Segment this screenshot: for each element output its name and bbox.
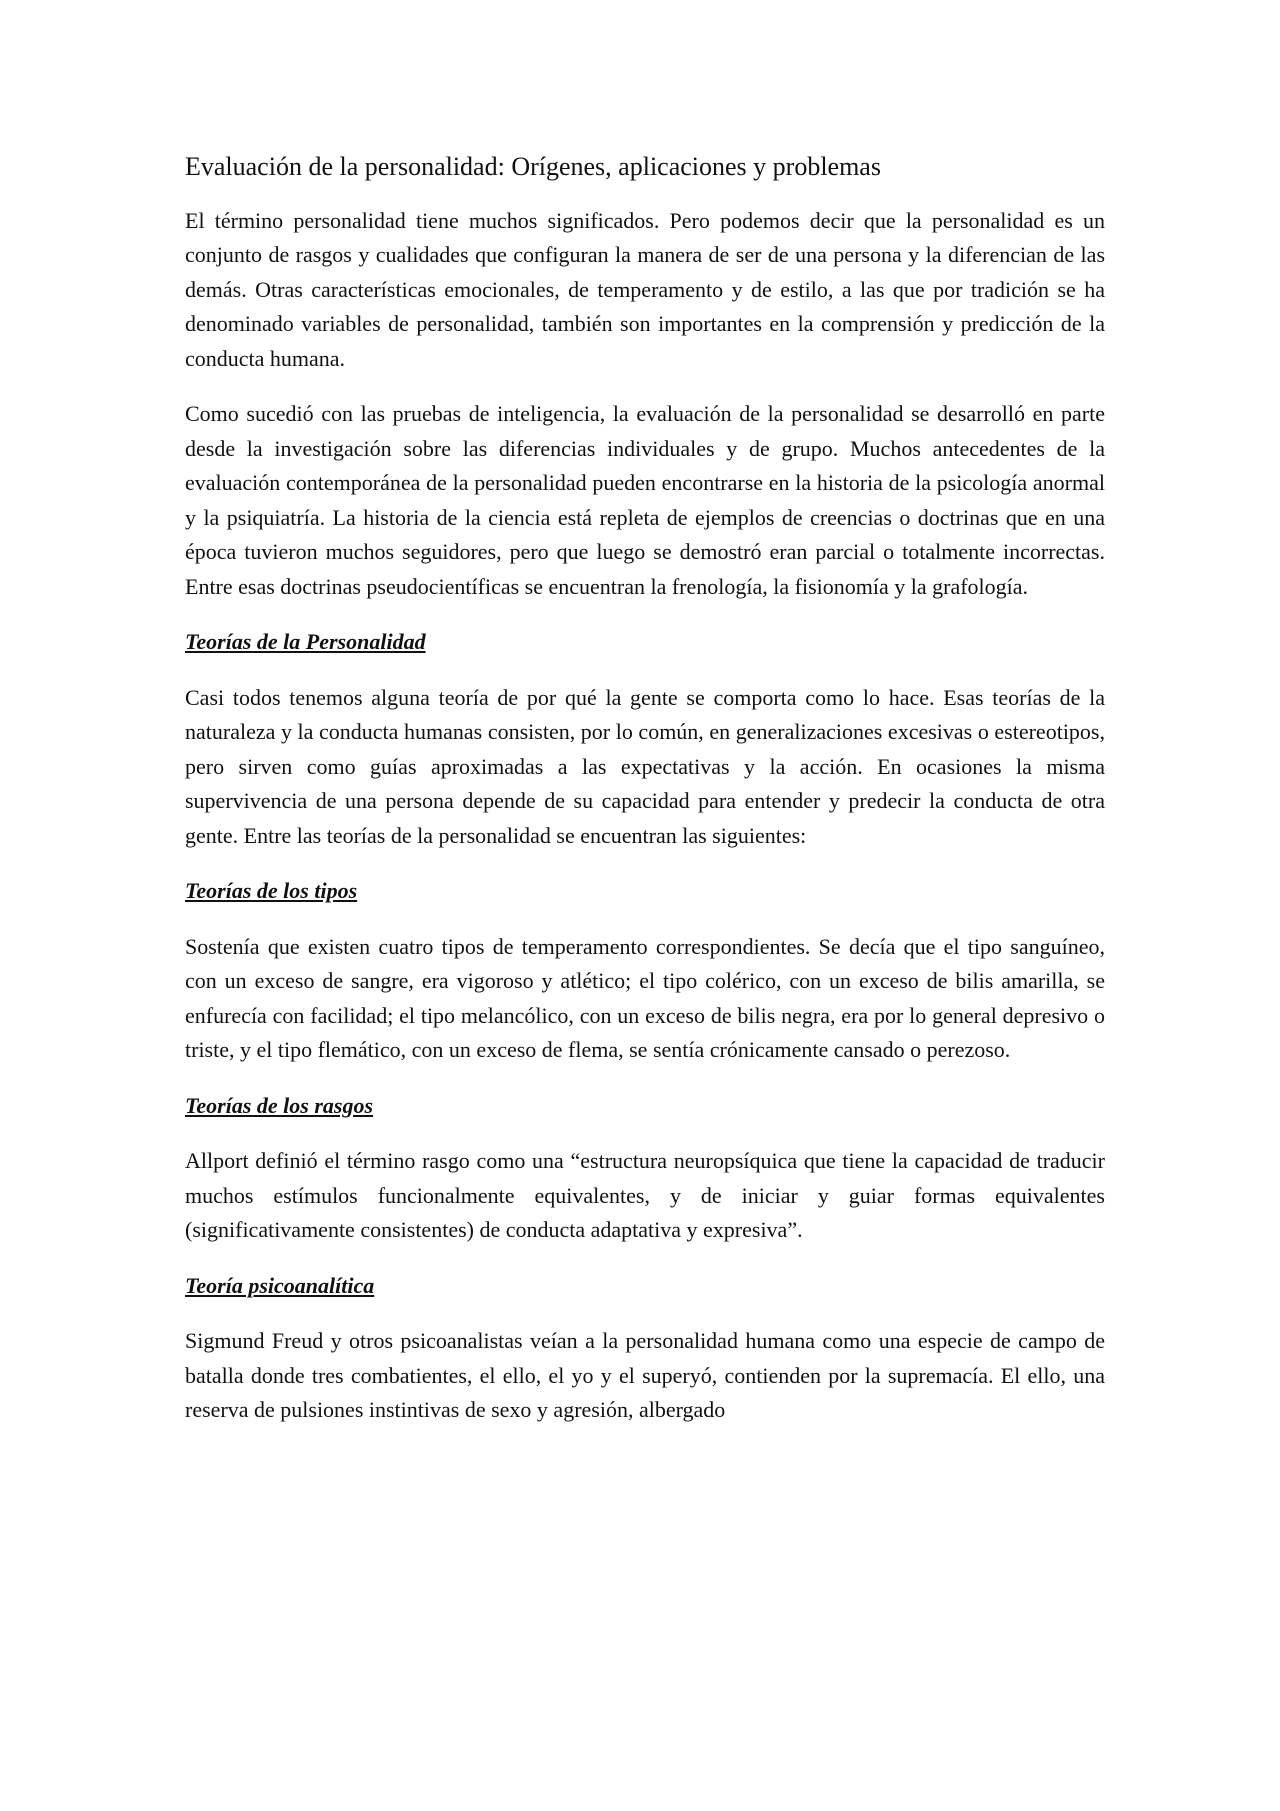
document-body (185, 150, 1105, 1449)
section-heading-teorias-tipos: Teorías de los tipos (185, 878, 358, 904)
section-body-teoria-psicoanalitica: Sigmund Freud y otros psicoanalistas veían a la personalidad humana como una especie de campo de batalla donde tres combatientes, el ello, el yo y el superyó, contienden por la supremacía. El ello, una reserva de pulsiones instintivas de sexo y agresión, albergado (185, 1328, 1105, 1423)
section-body-teorias-tipos: Sostenía que existen cuatro tipos de temperamento correspondientes. Se decía que el tipo sanguíneo, con un exceso de sangre, era vigoroso y atlético; el tipo colérico, con un exceso de bilis amarilla, se enfurecía con facilidad; el tipo melancólico, con un exceso de bilis negra, era por lo general depresivo o triste, y el tipo flemático, con un exceso de flema, se sentía crónicamente cansado o perezoso. (185, 933, 1105, 1063)
section-heading-teorias-personalidad: Teorías de la Personalidad (185, 629, 426, 655)
section-heading-teoria-psicoanalitica: Teoría psicoanalítica (185, 1272, 375, 1298)
intro-paragraph-1: El término personalidad tiene muchos significados. Pero podemos decir que la personalidad es un conjunto de rasgos y cualidades que configuran la manera de ser de una persona y la diferencian de las demás. Otras características emocionales, de temperamento y de estilo, a las que por tradición se ha denominado variables de personalidad, también son importantes en la comprensión y predicción de la conducta humana. (185, 207, 1105, 371)
intro-paragraph-2: Como sucedió con las pruebas de inteligencia, la evaluación de la personalidad se desarrolló en parte desde la investigación sobre las diferencias individuales y de grupo. Muchos antecedentes de la evaluación contemporánea de la personalidad pueden encontrarse en la historia de la psicología anormal y la psiquiatría. La historia de la ciencia está repleta de ejemplos de creencias o doctrinas que en una época tuvieron muchos seguidores, pero que luego se demostró eran parcial o totalmente incorrectas. Entre esas doctrinas pseudocientíficas se encuentran la frenología, la fisionomía y la grafología. (185, 401, 1105, 599)
section-body-teorias-rasgos: Allport definió el término rasgo como una “estructura neuropsíquica que tiene la capacidad de traducir muchos estímulos funcionalmente equivalentes, y de iniciar y guiar formas equivalentes (significativamente consistentes) de conducta adaptativa y expresiva”. (185, 1148, 1105, 1243)
section-body-teorias-personalidad: Casi todos tenemos alguna teoría de por qué la gente se comporta como lo hace. Esas teorías de la naturaleza y la conducta humanas consisten, por lo común, en generalizaciones excesivas o estereotipos, pero sirven como guías aproximadas a las expectativas y la acción. En ocasiones la misma supervivencia de una persona depende de su capacidad para entender y predecir la conducta de otra gente. Entre las teorías de la personalidad se encuentran las siguientes: (185, 684, 1105, 848)
document-title: Evaluación de la personalidad: Orígenes, aplicaciones y problemas (185, 152, 881, 181)
section-heading-teorias-rasgos: Teorías de los rasgos (185, 1092, 374, 1118)
